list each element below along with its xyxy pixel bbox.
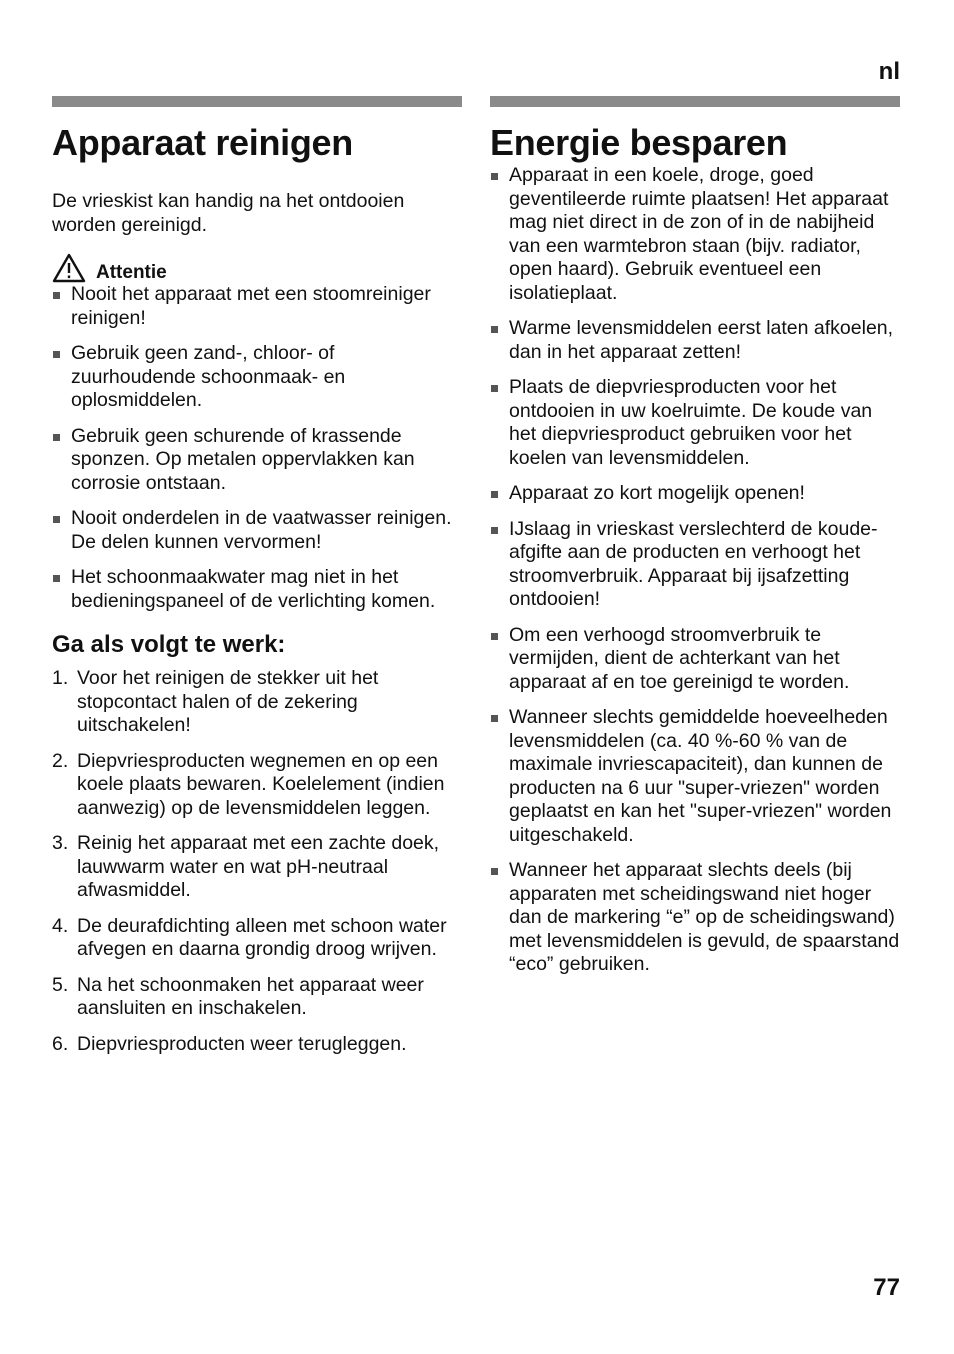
- section-energy: [490, 96, 900, 989]
- square-bullet-icon: [491, 385, 498, 392]
- attention-label: Attentie: [96, 262, 167, 284]
- section-title: Energie besparen: [490, 122, 788, 163]
- square-bullet-icon: [53, 351, 60, 358]
- square-bullet-icon: [53, 434, 60, 441]
- section-bar: [490, 96, 900, 107]
- list-item-text: IJslaag in vrieskast verslechterd de koude-afgifte aan de producten en verhoogt het stroomverbruik. Apparaat bij ijsafzetting ontdooien!: [509, 517, 878, 611]
- warning-triangle-icon: [52, 253, 86, 283]
- list-item-text: Gebruik geen schurende of krassende sponzen. Op metalen oppervlakken kan corrosie ontstaan.: [71, 424, 415, 494]
- step-number: 6.: [52, 1032, 69, 1055]
- list-item-text: Om een verhoogd stroomverbruik te vermijden, dient de achterkant van het apparaat af en toe gereinigd te worden.: [509, 623, 850, 693]
- square-bullet-icon: [491, 326, 498, 333]
- step-text: Na het schoonmaken het apparaat weer aansluiten en inschakelen.: [77, 973, 424, 1020]
- section-cleaning: [52, 96, 462, 1068]
- list-item: [52, 425, 462, 496]
- list-item-text: Plaats de diepvriesproducten voor het ontdooien in uw koelruimte. De koude van het diepvriesproduct gebruiken voor het koelen van levensmiddelen.: [509, 376, 873, 469]
- square-bullet-icon: [491, 633, 498, 640]
- list-item: [490, 859, 900, 977]
- page-number: 77: [873, 1274, 900, 1301]
- step-text: Diepvriesproducten wegnemen en op een koele plaats bewaren. Koelelement (indien aanwezig) op de levensmiddelen leggen.: [77, 749, 445, 819]
- step-item: [52, 974, 462, 1021]
- step-text: Reinig het apparaat met een zachte doek, lauwwarm water en wat pH-neutraal afwasmiddel.: [77, 832, 440, 902]
- list-item: [490, 706, 900, 847]
- section-bar: [52, 96, 462, 107]
- list-item: [490, 317, 900, 364]
- step-number: 5.: [52, 973, 69, 996]
- square-bullet-icon: [491, 491, 498, 498]
- tips-list: [490, 164, 900, 977]
- list-item: [52, 342, 462, 413]
- list-item-text: Wanneer slechts gemiddelde hoeveelheden levensmiddelen (ca. 40 %-60 % van de maximale invriescapaciteit), dan kunnen de producten na 6 uur "super-vriezen" worden geplaatst en kan het "super-vriezen" worden uitgeschakeld.: [509, 706, 892, 846]
- step-number: 1.: [52, 667, 69, 690]
- step-number: 4.: [52, 914, 69, 937]
- list-item: [52, 566, 462, 613]
- intro-text: De vrieskist kan handig na het ontdooien worden gereinigd.: [52, 190, 405, 236]
- list-item: [490, 376, 900, 470]
- warning-list: [52, 283, 462, 613]
- square-bullet-icon: [53, 292, 60, 299]
- list-item: [52, 283, 462, 330]
- step-number: 3.: [52, 832, 69, 855]
- list-item: [52, 507, 462, 554]
- list-item-text: Nooit onderdelen in de vaatwasser reinigen. De delen kunnen vervormen!: [71, 507, 452, 553]
- step-text: Voor het reinigen de stekker uit het stopcontact halen of de zekering uitschakelen!: [77, 667, 379, 737]
- step-text: De deurafdichting alleen met schoon water afvegen en daarna grondig droog wrijven.: [77, 914, 447, 961]
- step-number: 2.: [52, 749, 69, 772]
- list-item-text: Het schoonmaakwater mag niet in het bedieningspaneel of de verlichting komen.: [71, 566, 436, 612]
- section-title: Apparaat reinigen: [52, 122, 353, 163]
- list-item: [490, 482, 900, 506]
- list-item-text: Nooit het apparaat met een stoomreiniger reinigen!: [71, 283, 431, 329]
- step-item: [52, 667, 462, 738]
- square-bullet-icon: [491, 173, 498, 180]
- square-bullet-icon: [491, 868, 498, 875]
- step-item: [52, 832, 462, 903]
- list-item: [490, 518, 900, 612]
- steps-list: [52, 667, 462, 1056]
- list-item: [490, 624, 900, 695]
- step-item: [52, 915, 462, 962]
- square-bullet-icon: [53, 516, 60, 523]
- list-item-text: Gebruik geen zand-, chloor- of zuurhoudende schoonmaak- en oplosmiddelen.: [71, 342, 346, 412]
- list-item-text: Warme levensmiddelen eerst laten afkoelen, dan in het apparaat zetten!: [509, 317, 894, 363]
- square-bullet-icon: [491, 527, 498, 534]
- list-item-text: Wanneer het apparaat slechts deels (bij apparaten met scheidingswand niet hoger dan de markering “e” op de scheidingswand) met levensmiddelen is gevuld, de spaarstand “eco” gebruiken.: [509, 859, 900, 976]
- step-item: [52, 750, 462, 821]
- square-bullet-icon: [53, 575, 60, 582]
- list-item-text: Apparaat zo kort mogelijk openen!: [509, 482, 805, 505]
- steps-heading: Ga als volgt te werk:: [52, 631, 286, 659]
- step-text: Diepvriesproducten weer terugleggen.: [77, 1032, 407, 1055]
- square-bullet-icon: [491, 715, 498, 722]
- step-item: [52, 1033, 462, 1057]
- list-item-text: Apparaat in een koele, droge, goed geventileerde ruimte plaatsen! Het apparaat mag niet direct in de zon of in de nabijheid van een warmtebron staan (bijv. radiator, open haard). Gebruik eventueel een isolatieplaat.: [509, 164, 889, 304]
- attention-box: [52, 253, 462, 283]
- language-code: nl: [878, 58, 900, 85]
- list-item: [490, 164, 900, 305]
